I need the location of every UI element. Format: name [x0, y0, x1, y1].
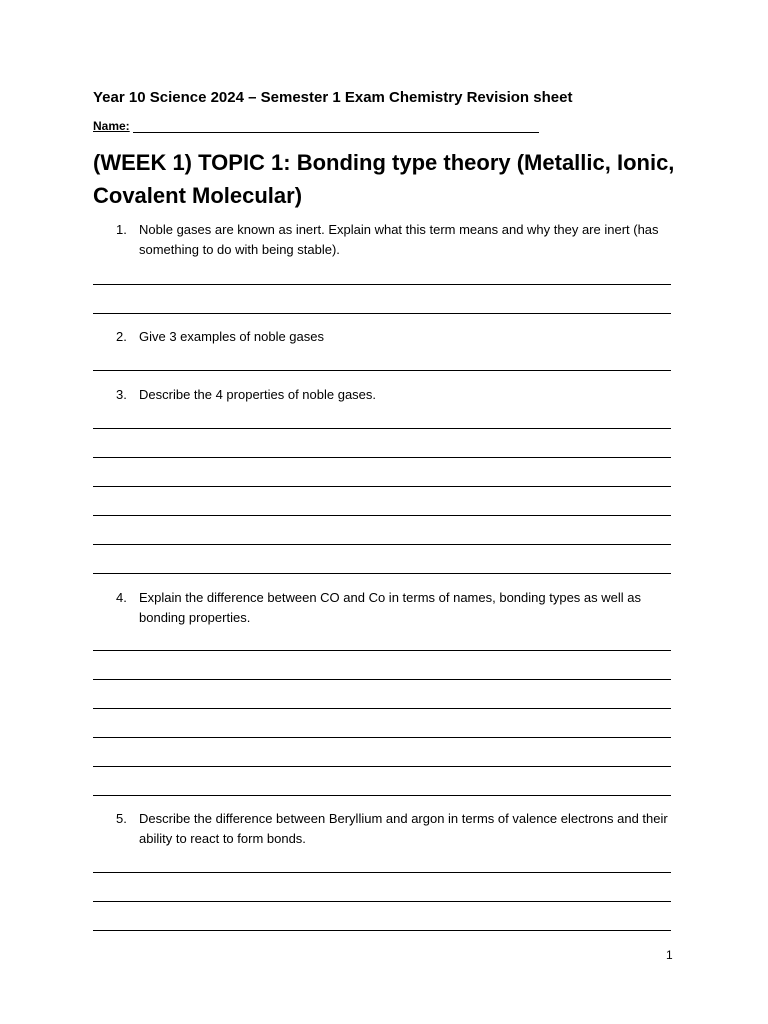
question-text: Give 3 examples of noble gases [139, 329, 324, 344]
name-write-line[interactable] [133, 132, 539, 133]
question-5 [116, 809, 681, 849]
answer-line[interactable] [93, 313, 671, 314]
answer-line[interactable] [93, 515, 671, 516]
answer-line[interactable] [93, 679, 671, 680]
sheet-title: Year 10 Science 2024 – Semester 1 Exam Chemistry Revision sheet [93, 89, 573, 106]
question-number: 1. [116, 222, 127, 237]
answer-line[interactable] [93, 650, 671, 651]
answer-line[interactable] [93, 872, 671, 873]
answer-line[interactable] [93, 544, 671, 545]
topic-heading: (WEEK 1) TOPIC 1: Bonding type theory (Metallic, Ionic, Covalent Molecular) [93, 150, 675, 208]
question-number: 4. [116, 590, 127, 605]
question-2 [116, 327, 681, 347]
question-text: Noble gases are known as inert. Explain what this term means and why they are inert (has something to do with being stable). [139, 222, 659, 257]
answer-line[interactable] [93, 573, 671, 574]
question-number: 5. [116, 811, 127, 826]
answer-line[interactable] [93, 486, 671, 487]
answer-line[interactable] [93, 370, 671, 371]
answer-line[interactable] [93, 708, 671, 709]
page-number: 1 [666, 948, 673, 962]
question-3 [116, 385, 681, 405]
answer-line[interactable] [93, 737, 671, 738]
answer-line[interactable] [93, 457, 671, 458]
answer-line[interactable] [93, 766, 671, 767]
question-4 [116, 588, 681, 628]
question-text: Describe the difference between Beryllium and argon in terms of valence electrons and their ability to react to form bonds. [139, 811, 668, 846]
answer-line[interactable] [93, 930, 671, 931]
question-number: 2. [116, 329, 127, 344]
name-field[interactable] [93, 119, 539, 135]
answer-line[interactable] [93, 901, 671, 902]
question-number: 3. [116, 387, 127, 402]
answer-line[interactable] [93, 284, 671, 285]
question-text: Describe the 4 properties of noble gases. [139, 387, 377, 402]
question-text: Explain the difference between CO and Co in terms of names, bonding types as well as bonding properties. [139, 590, 641, 625]
answer-line[interactable] [93, 428, 671, 429]
question-1 [116, 220, 681, 260]
name-label: Name: [93, 119, 130, 133]
answer-line[interactable] [93, 795, 671, 796]
